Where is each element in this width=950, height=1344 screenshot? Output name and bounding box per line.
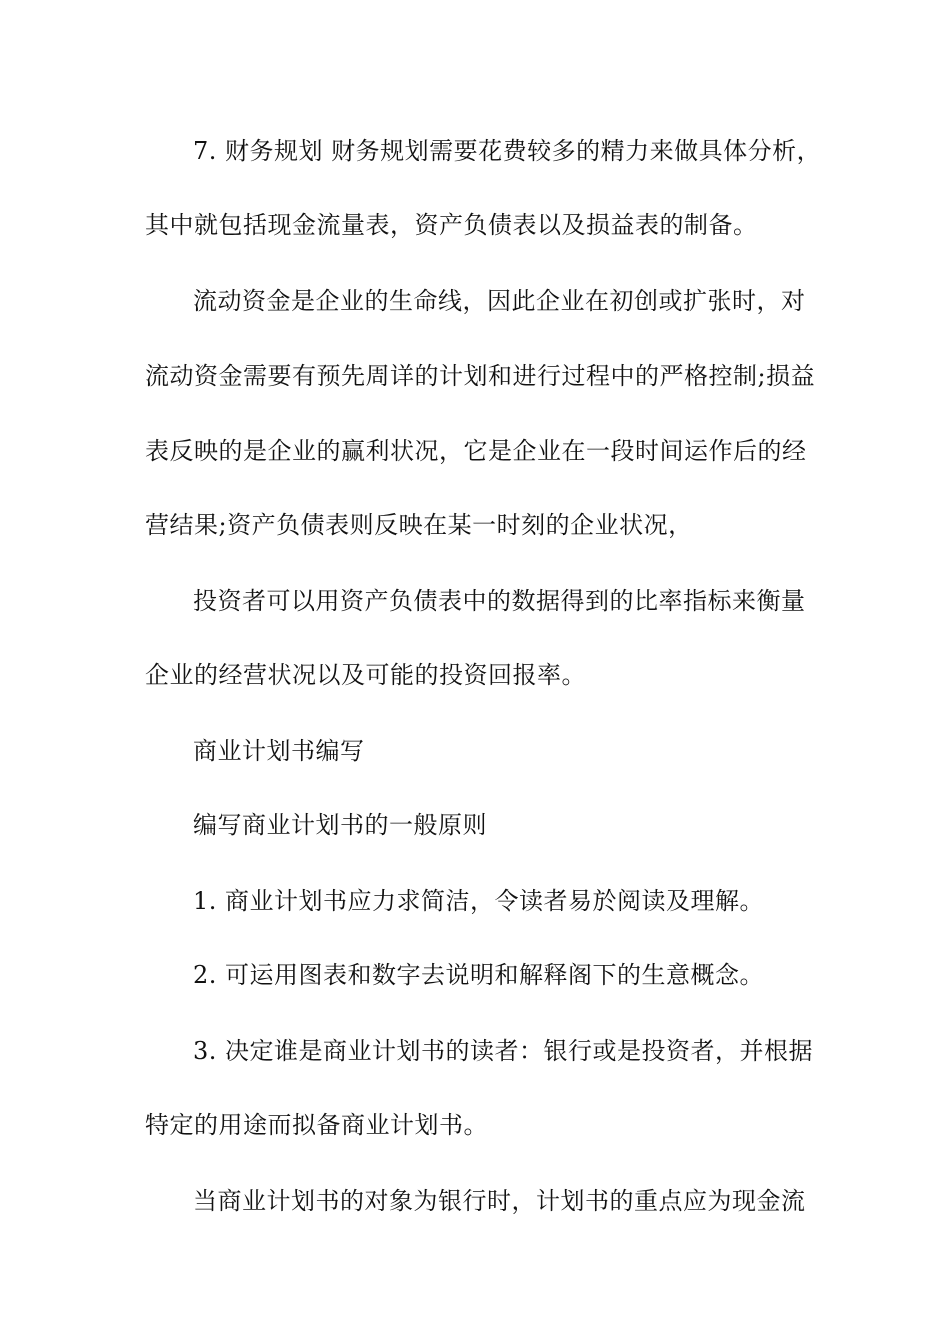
paragraph-line: 企业的经营状况以及可能的投资回报率。: [145, 661, 586, 689]
paragraph-line: 其中就包括现金流量表，资产负债表以及损益表的制备。: [145, 211, 758, 239]
list-item: 2. 可运用图表和数字去说明和解释阁下的生意概念。: [193, 961, 765, 989]
paragraph-line: 流动资金是企业的生命线，因此企业在初创或扩张时，对: [193, 287, 806, 315]
paragraph-line: 表反映的是企业的赢利状况，它是企业在一段时间运作后的经: [145, 437, 807, 465]
paragraph-line: 投资者可以用资产负债表中的数据得到的比率指标来衡量: [193, 587, 806, 615]
section-heading: 商业计划书编写: [193, 737, 365, 765]
paragraph-line: 流动资金需要有预先周详的计划和进行过程中的严格控制;损益: [145, 362, 816, 390]
paragraph-line: 特定的用途而拟备商业计划书。: [145, 1111, 488, 1139]
paragraph-line: 7. 财务规划 财务规划需要花费较多的精力来做具体分析，: [193, 137, 822, 165]
subsection-heading: 编写商业计划书的一般原则: [193, 811, 487, 839]
paragraph-line: 营结果;资产负债表则反映在某一时刻的企业状况，: [145, 511, 693, 539]
list-item: 3. 决定谁是商业计划书的读者：银行或是投资者，并根据: [193, 1037, 814, 1065]
list-item: 1. 商业计划书应力求简洁，令读者易於阅读及理解。: [193, 887, 765, 915]
paragraph-line: 当商业计划书的对象为银行时，计划书的重点应为现金流: [193, 1187, 806, 1215]
